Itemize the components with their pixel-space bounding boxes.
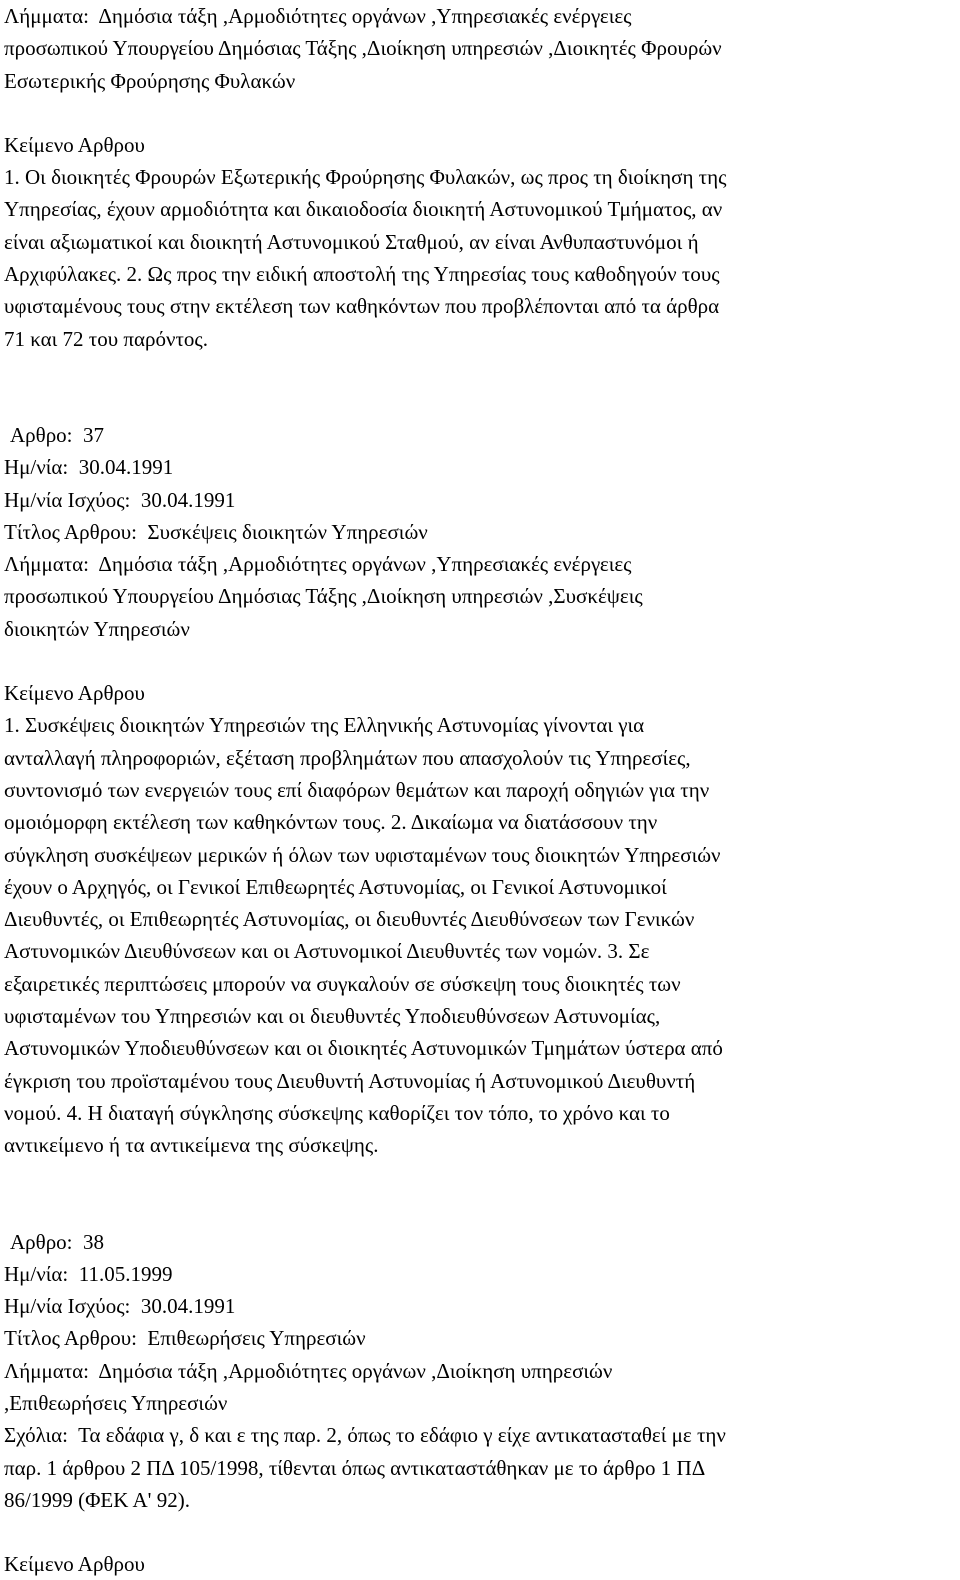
- body-line: υφισταμένων του Υπηρεσιών και οι διευθυντές Υποδιευθύνσεων Αστυνομίας,: [4, 1000, 956, 1032]
- article-title: Τίτλος Αρθρου: Επιθεωρήσεις Υπηρεσιών: [4, 1322, 956, 1354]
- comments-line: Σχόλια: Τα εδάφια γ, δ και ε της παρ. 2, όπως το εδάφιο γ είχε αντικατασταθεί με την: [4, 1419, 956, 1451]
- body-line: 1. Συσκέψεις διοικητών Υπηρεσιών της Ελληνικής Αστυνομίας γίνονται για: [4, 709, 956, 741]
- article-effective-date: Ημ/νία Ισχύος: 30.04.1991: [4, 1290, 956, 1322]
- spacer: [4, 355, 956, 419]
- keywords-line: προσωπικού Υπουργείου Δημόσιας Τάξης ,Διοίκηση υπηρεσιών ,Διοικητές Φρουρών: [4, 32, 956, 64]
- law-document-page: [4, 0, 956, 1580]
- body-line: 71 και 72 του παρόντος.: [4, 323, 956, 355]
- article-number: Αρθρο: 38: [4, 1226, 956, 1258]
- article-number: Αρθρο: 37: [4, 419, 956, 451]
- body-line: Αστυνομικών Διευθύνσεων και οι Αστυνομικοί Διευθυντές των νομών. 3. Σε: [4, 935, 956, 967]
- spacer: [4, 645, 956, 677]
- article-37-section: [4, 419, 956, 1162]
- keywords-line: ,Επιθεωρήσεις Υπηρεσιών: [4, 1387, 956, 1419]
- comments-line: παρ. 1 άρθρου 2 ΠΔ 105/1998, τίθενται όπως αντικαταστάθηκαν με το άρθρο 1 ΠΔ: [4, 1452, 956, 1484]
- prev-article-keywords: [4, 0, 956, 97]
- body-line: έχουν ο Αρχηγός, οι Γενικοί Επιθεωρητές Αστυνομίας, οι Γενικοί Αστυνομικοί: [4, 871, 956, 903]
- article-effective-date: Ημ/νία Ισχύος: 30.04.1991: [4, 484, 956, 516]
- article-37-keywords: [4, 548, 956, 645]
- body-line: αντικείμενο ή τα αντικείμενα της σύσκεψης.: [4, 1129, 956, 1161]
- spacer: [4, 1516, 956, 1548]
- body-line: εξαιρετικές περιπτώσεις μπορούν να συγκαλούν σε σύσκεψη τους διοικητές των: [4, 968, 956, 1000]
- body-line: σύγκληση συσκέψεων μερικών ή όλων των υφισταμένων τους διοικητών Υπηρεσιών: [4, 839, 956, 871]
- keywords-line: Εσωτερικής Φρούρησης Φυλακών: [4, 65, 956, 97]
- text-heading: Κείμενο Αρθρου: [4, 1548, 956, 1580]
- body-line: Υπηρεσίας, έχουν αρμοδιότητα και δικαιοδοσία διοικητή Αστυνομικού Τμήματος, αν: [4, 193, 956, 225]
- body-line: έγκριση του προϊσταμένου τους Διευθυντή Αστυνομίας ή Αστυνομικού Διευθυντή: [4, 1065, 956, 1097]
- body-line: είναι αξιωματικοί και διοικητή Αστυνομικού Σταθμού, αν είναι Ανθυπαστυνόμοι ή: [4, 226, 956, 258]
- article-date: Ημ/νία: 11.05.1999: [4, 1258, 956, 1290]
- body-line: Διευθυντές, οι Επιθεωρητές Αστυνομίας, οι διευθυντές Διευθύνσεων των Γενικών: [4, 903, 956, 935]
- prev-article-section: [4, 0, 956, 355]
- keywords-line: διοικητών Υπηρεσιών: [4, 613, 956, 645]
- article-38-comments: [4, 1419, 956, 1516]
- keywords-line: προσωπικού Υπουργείου Δημόσιας Τάξης ,Διοίκηση υπηρεσιών ,Συσκέψεις: [4, 580, 956, 612]
- article-37-body: [4, 709, 956, 1161]
- article-38-keywords: [4, 1355, 956, 1420]
- text-heading: Κείμενο Αρθρου: [4, 677, 956, 709]
- article-title: Τίτλος Αρθρου: Συσκέψεις διοικητών Υπηρεσιών: [4, 516, 956, 548]
- spacer: [4, 97, 956, 129]
- text-heading: Κείμενο Αρθρου: [4, 129, 956, 161]
- prev-article-body: [4, 161, 956, 355]
- body-line: Αρχιφύλακες. 2. Ως προς την ειδική αποστολή της Υπηρεσίας τους καθοδηγούν τους: [4, 258, 956, 290]
- body-line: ανταλλαγή πληροφοριών, εξέταση προβλημάτων που απασχολούν τις Υπηρεσίες,: [4, 742, 956, 774]
- comments-line: 86/1999 (ΦΕΚ Α' 92).: [4, 1484, 956, 1516]
- body-line: 1. Οι διοικητές Φρουρών Εξωτερικής Φρούρησης Φυλακών, ως προς τη διοίκηση της: [4, 161, 956, 193]
- body-line: υφισταμένους τους στην εκτέλεση των καθηκόντων που προβλέπονται από τα άρθρα: [4, 290, 956, 322]
- keywords-line: Λήμματα: Δημόσια τάξη ,Αρμοδιότητες οργάνων ,Υπηρεσιακές ενέργειες: [4, 548, 956, 580]
- keywords-line: Λήμματα: Δημόσια τάξη ,Αρμοδιότητες οργάνων ,Διοίκηση υπηρεσιών: [4, 1355, 956, 1387]
- body-line: ομοιόμορφη εκτέλεση των καθηκόντων τους. 2. Δικαίωμα να διατάσσουν την: [4, 806, 956, 838]
- body-line: Αστυνομικών Υποδιευθύνσεων και οι διοικητές Αστυνομικών Τμημάτων ύστερα από: [4, 1032, 956, 1064]
- body-line: νομού. 4. Η διαταγή σύγκλησης σύσκεψης καθορίζει τον τόπο, το χρόνο και το: [4, 1097, 956, 1129]
- spacer: [4, 1162, 956, 1226]
- article-38-section: [4, 1226, 956, 1580]
- keywords-line: Λήμματα: Δημόσια τάξη ,Αρμοδιότητες οργάνων ,Υπηρεσιακές ενέργειες: [4, 0, 956, 32]
- article-date: Ημ/νία: 30.04.1991: [4, 451, 956, 483]
- body-line: συντονισμό των ενεργειών τους επί διαφόρων θεμάτων και παροχή οδηγιών για την: [4, 774, 956, 806]
